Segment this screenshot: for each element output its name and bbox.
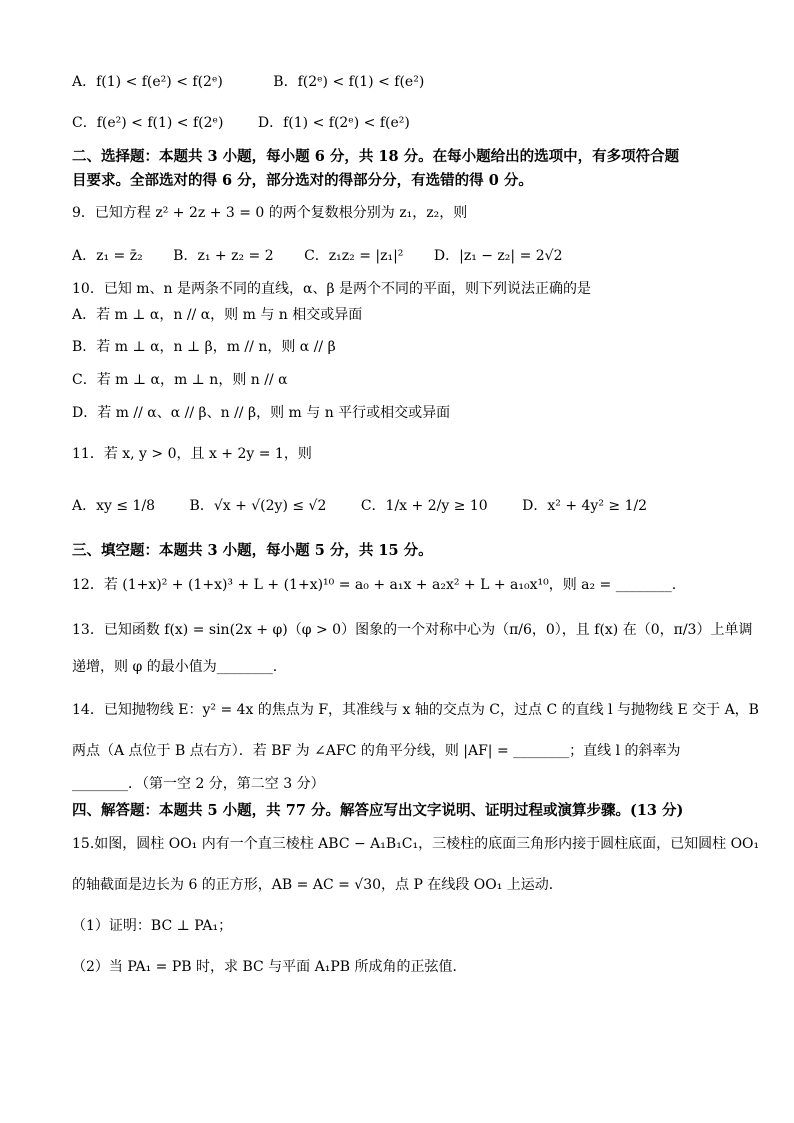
q11-option-a: A．xy ≤ 1/8 <box>72 498 156 514</box>
q9-option-a: A．z₁ = z̄₂ <box>72 248 143 264</box>
q8-option-d: D．f(1) < f(2ᵉ) < f(e²) <box>257 115 410 131</box>
q8-options-row2 <box>72 113 432 133</box>
q11-options <box>72 496 669 516</box>
q11-option-b: B．√x + √(2y) ≤ √2 <box>189 498 327 514</box>
q11-stem: 11．若 x, y > 0，且 x + 2y = 1，则 <box>72 446 312 462</box>
q14-line3: ________．（第一空 2 分，第二空 3 分） <box>72 776 325 792</box>
q8-options-row1 <box>72 72 446 92</box>
q10-option-a: A．若 m ⊥ α，n // α，则 m 与 n 相交或异面 <box>72 307 363 323</box>
q13-line2: 递增，则 φ 的最小值为________. <box>72 659 278 675</box>
q15-part2: （2）当 PA₁ = PB 时，求 BC 与平面 A₁PB 所成角的正弦值． <box>72 959 467 975</box>
q15-line1: 15.如图，圆柱 OO₁ 内有一个直三棱柱 ABC − A₁B₁C₁，三棱柱的底面三角形内接于圆柱底面，已知圆柱 OO₁ <box>72 836 760 852</box>
q9-option-c: C．z₁z₂ = |z₁|² <box>304 248 404 264</box>
section2-heading-line1: 二、选择题：本题共 3 小题，每小题 6 分，共 18 分。在每小题给出的选项中，有多项符合题 <box>72 148 680 165</box>
section3-heading: 三、填空题：本题共 3 小题，每小题 5 分，共 15 分。 <box>72 542 433 559</box>
q9-options <box>72 246 585 266</box>
q12-text: 12．若 (1+x)² + (1+x)³ + L + (1+x)¹⁰ = a₀ + a₁x + a₂x² + L + a₁₀x¹⁰，则 a₂ = ________. <box>72 577 677 593</box>
q11-option-c: C．1/x + 2/y ≥ 10 <box>360 498 488 514</box>
q9-stem: 9．已知方程 z² + 2z + 3 = 0 的两个复数根分别为 z₁，z₂，则 <box>72 205 468 221</box>
q10-option-d: D．若 m // α、α // β、n // β，则 m 与 n 平行或相交或异面 <box>72 405 451 421</box>
section4-heading: 四、解答题：本题共 5 小题，共 77 分。解答应写出文字说明、证明过程或演算步骤。(13 分) <box>72 802 684 819</box>
q15-line2: 的轴截面是边长为 6 的正方形，AB = AC = √30，点 P 在线段 OO₁ 上运动． <box>72 877 563 893</box>
q15-part1: （1）证明：BC ⊥ PA₁； <box>72 918 233 934</box>
q8-option-a: A．f(1) < f(e²) < f(2ᵉ) <box>72 74 223 90</box>
q8-option-b: B．f(2ᵉ) < f(1) < f(e²) <box>273 74 425 90</box>
q11-option-d: D．x² + 4y² ≥ 1/2 <box>522 498 648 514</box>
q10-option-b: B．若 m ⊥ α，n ⊥ β，m // n，则 α // β <box>72 339 336 355</box>
q10-stem: 10．已知 m、n 是两条不同的直线，α、β 是两个不同的平面，则下列说法正确的是 <box>72 281 592 297</box>
q14-line2: 两点（A 点位于 B 点右方）．若 BF 为 ∠AFC 的角平分线，则 |AF| = ________；直线 l 的斜率为 <box>72 743 681 759</box>
q13-line1: 13．已知函数 f(x) = sin(2x + φ)（φ > 0）图象的一个对称中心为（π/6，0），且 f(x) 在（0，π/3）上单调 <box>72 622 753 638</box>
q9-option-b: B．z₁ + z₂ = 2 <box>173 248 274 264</box>
q9-option-d: D．|z₁ − z₂| = 2√2 <box>433 248 563 264</box>
section2-heading-line2: 目要求。全部选对的得 6 分，部分选对的得部分分，有选错的得 0 分。 <box>72 172 533 189</box>
q8-option-c: C．f(e²) < f(1) < f(2ᵉ) <box>72 115 224 131</box>
q10-option-c: C．若 m ⊥ α，m ⊥ n，则 n // α <box>72 372 288 388</box>
q14-line1: 14．已知抛物线 E：y² = 4x 的焦点为 F，其准线与 x 轴的交点为 C，过点 C 的直线 l 与抛物线 E 交于 A，B <box>72 702 759 718</box>
